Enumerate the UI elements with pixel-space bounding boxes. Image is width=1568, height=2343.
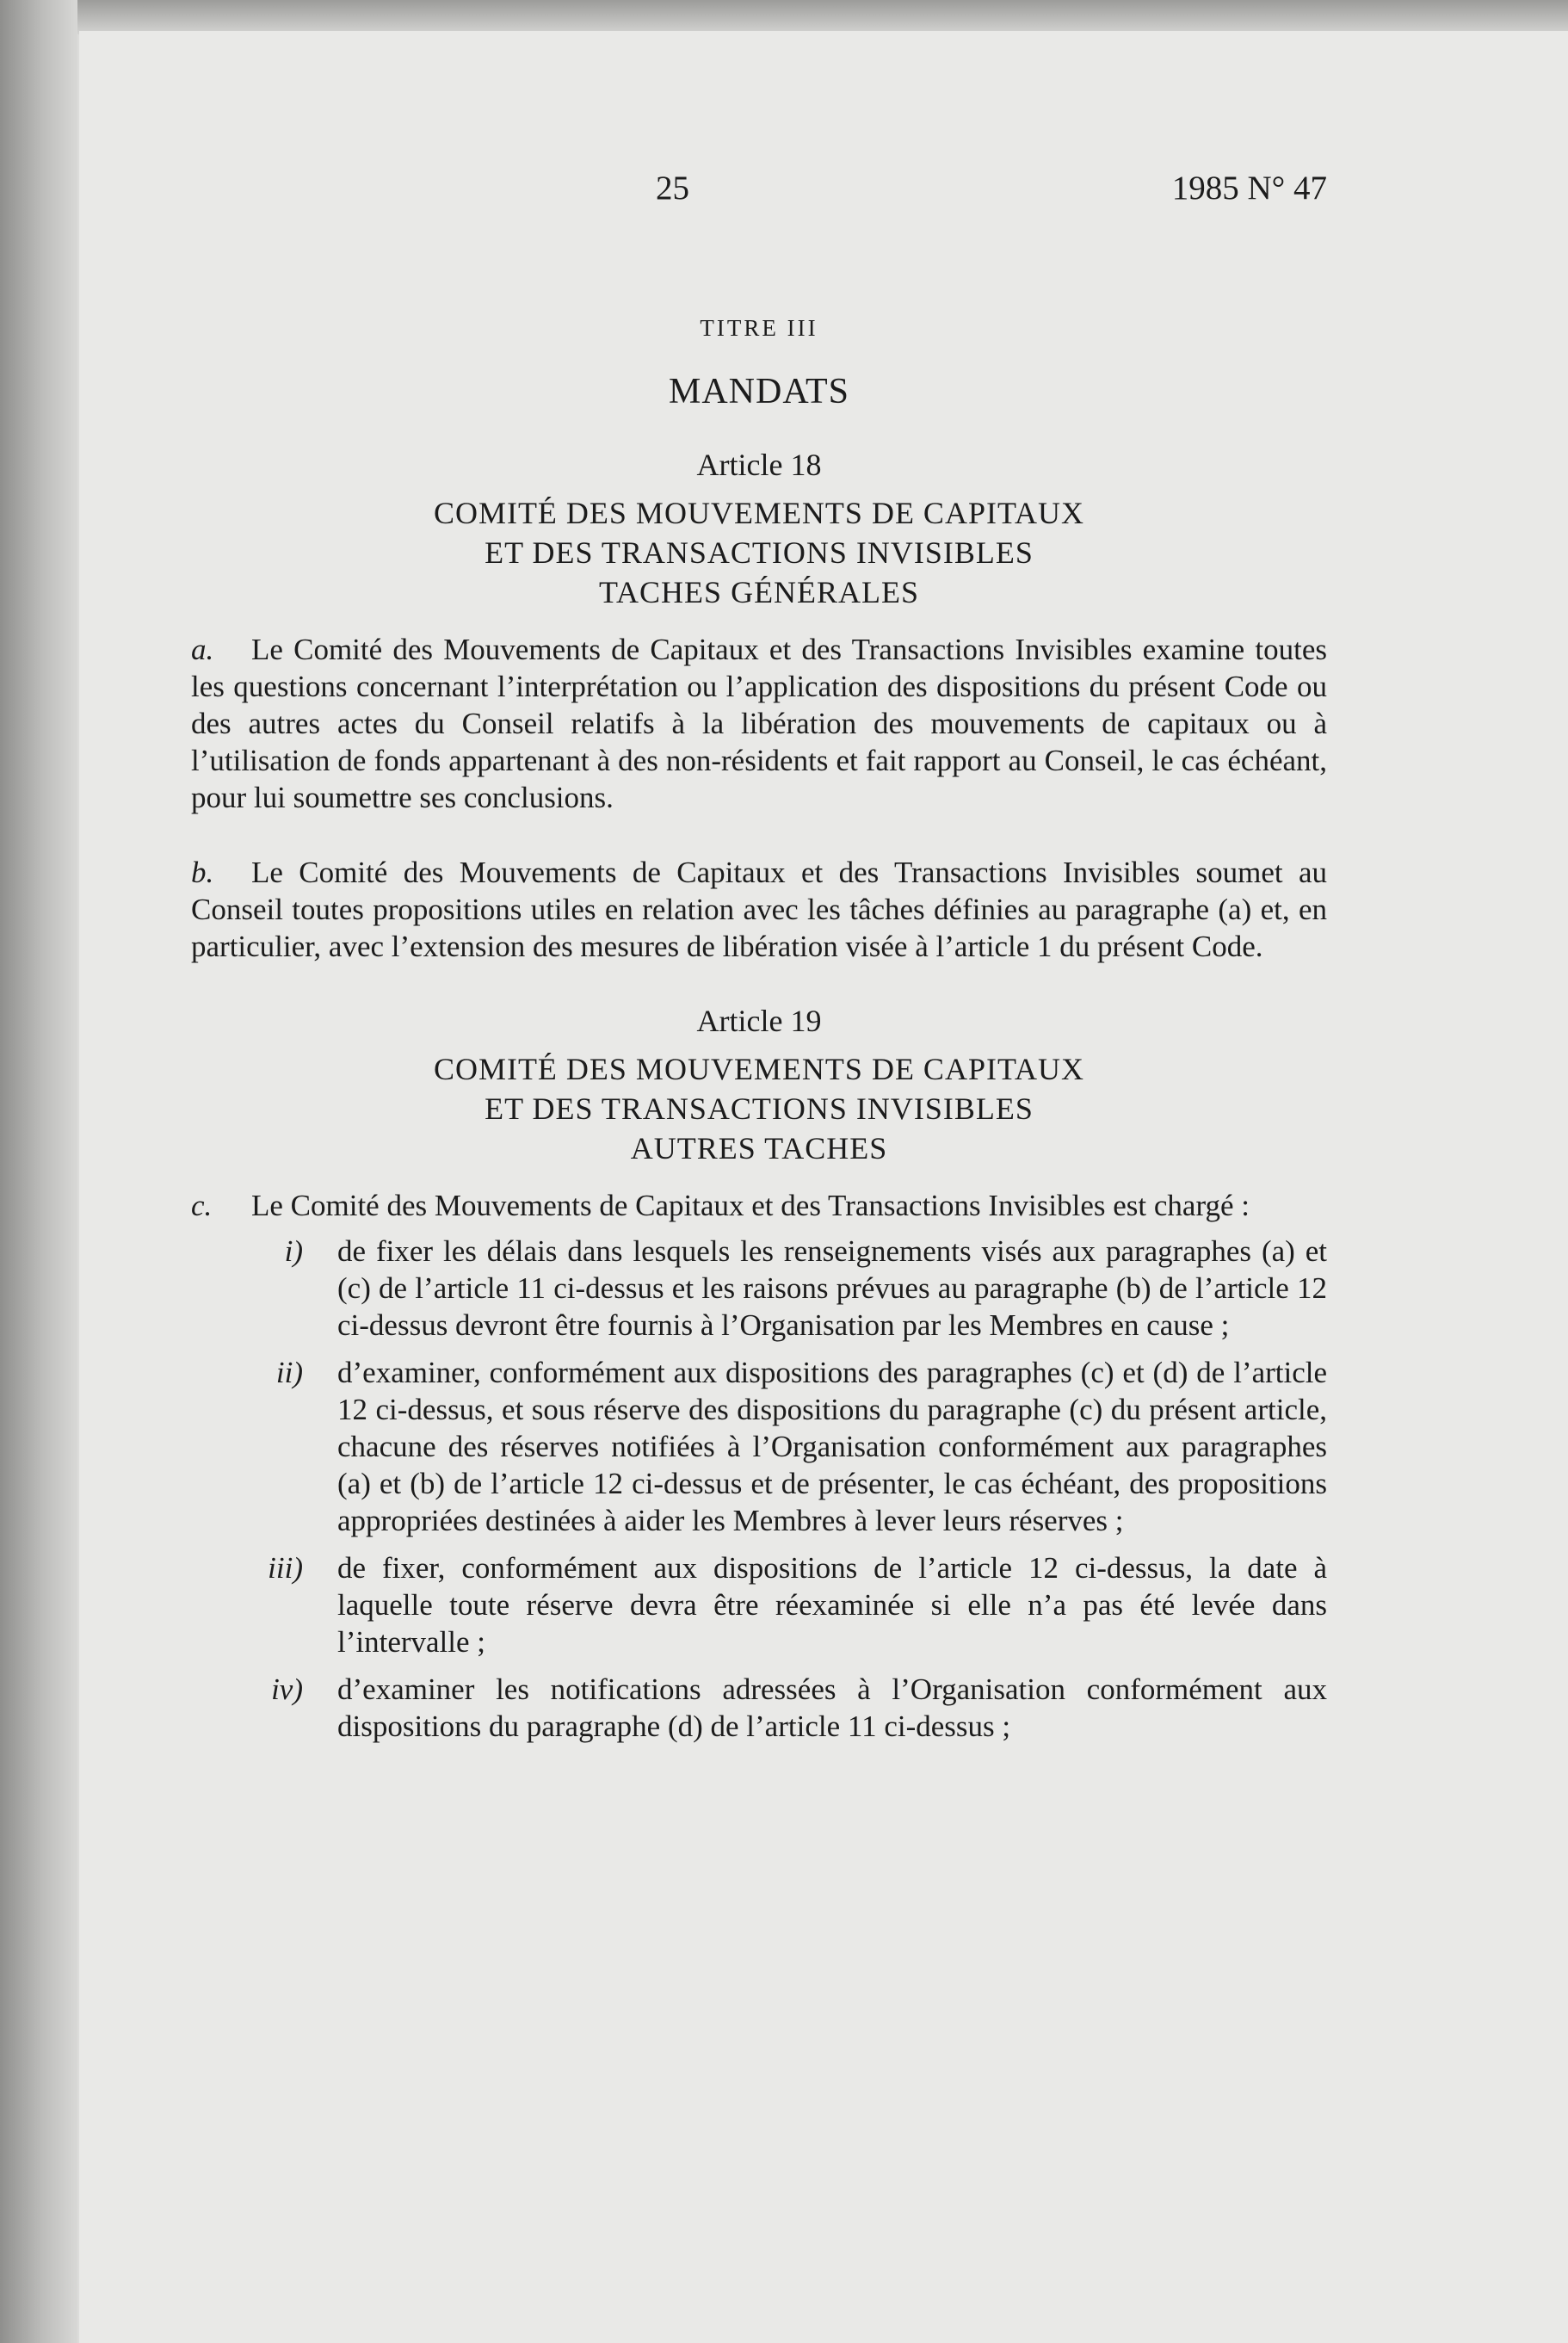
list-item <box>191 1671 1327 1745</box>
paragraph-text: Le Comité des Mouvements de Capitaux et des Transactions Invisibles est chargé : <box>251 1189 1250 1222</box>
paragraph-letter: c. <box>191 1189 213 1222</box>
title-part: TITRE III <box>700 315 818 341</box>
heading-line: ET DES TRANSACTIONS INVISIBLES <box>485 1091 1034 1126</box>
document-page <box>79 31 1568 2343</box>
list-item-number: iii) <box>268 1551 303 1585</box>
scan-shadow-left <box>0 0 77 2343</box>
heading-line: COMITÉ DES MOUVEMENTS DE CAPITAUX <box>433 1052 1085 1086</box>
list-item-text: de fixer les délais dans lesquels les renseignements visés aux paragraphes (a) et (c) de l’article 11 ci-dessus et les raisons prévues au paragraphe (b) de l’article 12 ci-dessus devront être fournis à l’Organisation par les Membres en cause ; <box>337 1234 1327 1342</box>
list-item <box>191 1233 1327 1344</box>
list-item-number: i) <box>284 1234 303 1268</box>
list-item-text: d’examiner les notifications adressées à l’Organisation conformément aux dispositions du paragraphe (d) de l’article 11 ci-dessus ; <box>337 1672 1327 1743</box>
running-header <box>191 169 1327 220</box>
list-item-text: de fixer, conformément aux dispositions de l’article 12 ci-dessus, la date à laquelle toute réserve devra être réexaminée si elle n’a pas été levée dans l’intervalle ; <box>337 1551 1327 1659</box>
heading-line: ET DES TRANSACTIONS INVISIBLES <box>485 535 1034 570</box>
paragraph-text: Le Comité des Mouvements de Capitaux et des Transactions Invisibles soumet au Conseil toutes propositions utiles en relation avec les tâches définies au paragraphe (a) et, en particulier, avec l’extension des mesures de libération visée à l’article 1 du présent Code. <box>191 856 1327 963</box>
article-19-label: Article 19 <box>696 1004 822 1038</box>
paragraph-b <box>191 854 1327 965</box>
heading-line: AUTRES TACHES <box>630 1131 888 1165</box>
list-item-number: ii) <box>275 1356 303 1389</box>
document-reference: 1985 N° 47 <box>1171 170 1327 207</box>
article-18-label: Article 18 <box>696 448 822 482</box>
heading-line: TACHES GÉNÉRALES <box>598 575 920 609</box>
list-item <box>191 1549 1327 1660</box>
paragraph-c <box>191 1187 1327 1224</box>
scan-shadow-top <box>0 0 1568 34</box>
article-18-heading <box>191 493 1327 612</box>
enumerated-list <box>191 1233 1327 1745</box>
section-title: MANDATS <box>668 372 850 411</box>
body-text <box>191 315 1327 1755</box>
paragraph-letter: b. <box>191 856 214 889</box>
list-item-text: d’examiner, conformément aux dispositions des paragraphes (c) et (d) de l’article 12 ci-dessus, et sous réserve des dispositions du paragraphe (c) du présent article, chacune des réserves notifiées à l’Organisation conformément aux paragraphes (a) et (b) de l’article 12 ci-dessus et de présenter, le cas échéant, des propositions appropriées destinées à aider les Membres à lever leurs réserves ; <box>337 1356 1327 1537</box>
page-number: 25 <box>656 170 689 207</box>
list-item-number: iv) <box>271 1672 303 1706</box>
paragraph-letter: a. <box>191 633 214 666</box>
article-19-heading <box>191 1049 1327 1168</box>
heading-line: COMITÉ DES MOUVEMENTS DE CAPITAUX <box>433 496 1085 530</box>
list-item <box>191 1354 1327 1539</box>
paragraph-text: Le Comité des Mouvements de Capitaux et des Transactions Invisibles examine toutes les questions concernant l’interprétation ou l’application des dispositions du présent Code ou des autres actes du Conseil relatifs à la libération des mouvements de capitaux ou à l’utilisation de fonds appartenant à des non-résidents et fait rapport au Conseil, le cas échéant, pour lui soumettre ses conclusions. <box>191 633 1327 814</box>
paragraph-a <box>191 631 1327 816</box>
